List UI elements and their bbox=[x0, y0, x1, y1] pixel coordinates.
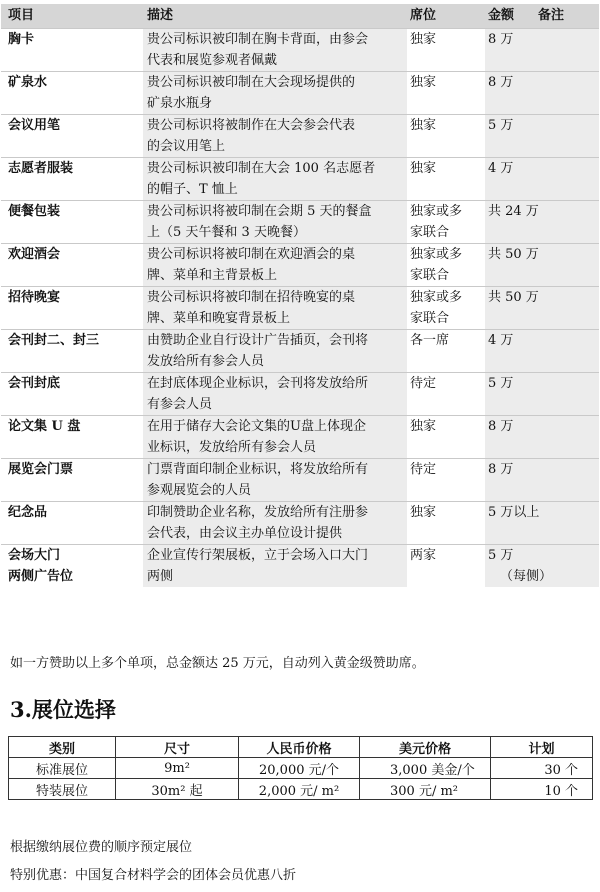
amount-line: 共 50 万 bbox=[488, 247, 539, 262]
booth-usd-price: 3,000 美金/个 bbox=[360, 758, 491, 779]
amount-line: 共 50 万 bbox=[488, 290, 539, 305]
sponsorship-item-name-line: 纪念品 bbox=[8, 505, 48, 520]
sponsorship-item-name bbox=[1, 158, 143, 201]
sponsorship-item-amount bbox=[485, 416, 599, 459]
description-line: 上（5 天午餐和 3 天晚餐） bbox=[147, 225, 306, 240]
sponsorship-item-seat bbox=[407, 416, 485, 459]
section-title: 3.展位选择 bbox=[10, 697, 116, 722]
booth-header-rmb: 人民币价格 bbox=[239, 737, 360, 758]
sponsorship-item-description bbox=[143, 502, 407, 545]
amount-line: 8 万 bbox=[488, 462, 514, 477]
sponsorship-item-amount bbox=[485, 115, 599, 158]
description-line: 有参会人员 bbox=[147, 397, 213, 412]
sponsorship-item-name bbox=[1, 115, 143, 158]
sponsorship-item-name bbox=[1, 545, 143, 588]
sponsorship-item-description bbox=[143, 416, 407, 459]
sponsorship-item-seat bbox=[407, 330, 485, 373]
seat-line: 家联合 bbox=[410, 311, 450, 326]
sponsorship-item-amount bbox=[485, 72, 599, 115]
description-line: 在用于储存大会论文集的U盘上体现企 bbox=[147, 419, 366, 434]
description-line: 在封底体现企业标识，会刊将发放给所 bbox=[147, 376, 369, 391]
description-line: 会代表，由会议主办单位设计提供 bbox=[147, 526, 343, 541]
sponsorship-item-amount bbox=[485, 545, 599, 588]
sponsorship-item-name-line: 会刊封二、封三 bbox=[8, 333, 100, 348]
sponsorship-item-amount bbox=[485, 244, 599, 287]
sponsorship-table bbox=[1, 4, 599, 587]
sponsorship-item-name bbox=[1, 29, 143, 72]
sponsorship-row bbox=[1, 115, 599, 158]
sponsorship-item-name bbox=[1, 373, 143, 416]
seat-line: 独家 bbox=[410, 419, 437, 434]
description-line: 企业宣传行架展板，立于会场入口大门 bbox=[147, 548, 369, 563]
description-line: 牌、菜单和主背景板上 bbox=[147, 268, 278, 283]
amount-line: 5 万 bbox=[488, 548, 514, 563]
sponsorship-row bbox=[1, 158, 599, 201]
header-desc: 描述 bbox=[143, 4, 407, 29]
sponsorship-item-seat bbox=[407, 502, 485, 545]
sponsorship-header-row bbox=[1, 4, 599, 29]
description-line: 矿泉水瓶身 bbox=[147, 96, 213, 111]
booth-size: 9m² bbox=[116, 758, 239, 779]
booth-row bbox=[9, 758, 593, 779]
sponsorship-item-seat bbox=[407, 201, 485, 244]
description-line: 牌、菜单和晚宴背景板上 bbox=[147, 311, 291, 326]
booth-usd-price: 300 元/ m² bbox=[360, 779, 491, 800]
sponsorship-item-description bbox=[143, 158, 407, 201]
sponsorship-item-amount bbox=[485, 373, 599, 416]
sponsorship-item-name-line: 两侧广告位 bbox=[8, 569, 74, 584]
sponsorship-item-name-line: 矿泉水 bbox=[8, 75, 48, 90]
sponsorship-item-seat bbox=[407, 287, 485, 330]
booth-header-category: 类别 bbox=[9, 737, 116, 758]
booth-header-size: 尺寸 bbox=[116, 737, 239, 758]
seat-line: 待定 bbox=[410, 376, 437, 391]
sponsorship-row bbox=[1, 545, 599, 588]
sponsorship-item-name bbox=[1, 244, 143, 287]
sponsorship-item-amount bbox=[485, 502, 599, 545]
header-amount-remark bbox=[485, 4, 599, 29]
seat-line: 独家 bbox=[410, 118, 437, 133]
sponsorship-note: 如一方赞助以上多个单项，总金额达 25 万元，自动列入黄金级赞助席。 bbox=[10, 656, 425, 671]
booth-plan: 30 个 bbox=[491, 758, 593, 779]
amount-line: 8 万 bbox=[488, 32, 514, 47]
sponsorship-item-name bbox=[1, 459, 143, 502]
sponsorship-item-description bbox=[143, 244, 407, 287]
description-line: 印制赞助企业名称，发放给所有注册参 bbox=[147, 505, 369, 520]
sponsorship-item-seat bbox=[407, 373, 485, 416]
description-line: 的会议用笔上 bbox=[147, 139, 226, 154]
sponsorship-row bbox=[1, 416, 599, 459]
sponsorship-item-seat bbox=[407, 545, 485, 588]
member-discount-note: 特别优惠：中国复合材料学会的团体会员优惠八折 bbox=[10, 868, 297, 883]
amount-line: 共 24 万 bbox=[488, 204, 539, 219]
booth-rmb-price: 20,000 元/个 bbox=[239, 758, 360, 779]
description-line: 贵公司标识将被制作在大会参会代表 bbox=[147, 118, 356, 133]
seat-line: 独家 bbox=[410, 32, 437, 47]
seat-line: 独家或多 bbox=[410, 290, 463, 305]
sponsorship-item-name-line: 志愿者服装 bbox=[8, 161, 74, 176]
description-line: 贵公司标识将被印制在会期 5 天的餐盒 bbox=[147, 204, 372, 219]
sponsorship-item-name bbox=[1, 287, 143, 330]
sponsorship-row bbox=[1, 201, 599, 244]
amount-line: 8 万 bbox=[488, 75, 514, 90]
amount-line: 5 万 bbox=[488, 118, 514, 133]
sponsorship-item-name bbox=[1, 416, 143, 459]
description-line: 贵公司标识被印制在胸卡背面，由参会 bbox=[147, 32, 369, 47]
seat-line: 独家 bbox=[410, 75, 437, 90]
sponsorship-item-amount bbox=[485, 201, 599, 244]
seat-line: 家联合 bbox=[410, 225, 450, 240]
header-seat: 席位 bbox=[407, 4, 485, 29]
seat-line: 独家 bbox=[410, 161, 437, 176]
sponsorship-item-description bbox=[143, 459, 407, 502]
sponsorship-row bbox=[1, 459, 599, 502]
sponsorship-row bbox=[1, 287, 599, 330]
sponsorship-row bbox=[1, 72, 599, 115]
sponsorship-row bbox=[1, 502, 599, 545]
seat-line: 各一席 bbox=[410, 333, 450, 348]
sponsorship-row bbox=[1, 373, 599, 416]
sponsorship-item-description bbox=[143, 373, 407, 416]
sponsorship-item-description bbox=[143, 29, 407, 72]
sponsorship-item-name-line: 会议用笔 bbox=[8, 118, 61, 133]
sponsorship-item-amount bbox=[485, 29, 599, 72]
sponsorship-item-amount bbox=[485, 459, 599, 502]
sponsorship-item-name-line: 欢迎酒会 bbox=[8, 247, 61, 262]
sponsorship-item-name-line: 展览会门票 bbox=[8, 462, 74, 477]
sponsorship-item-seat bbox=[407, 244, 485, 287]
description-line: 两侧 bbox=[147, 569, 174, 584]
booth-row bbox=[9, 779, 593, 800]
sponsorship-row bbox=[1, 244, 599, 287]
sponsorship-row bbox=[1, 330, 599, 373]
description-line: 发放给所有参会人员 bbox=[147, 354, 265, 369]
description-line: 由赞助企业自行设计广告插页，会刊将 bbox=[147, 333, 369, 348]
sponsorship-item-seat bbox=[407, 72, 485, 115]
sponsorship-item-name-line: 会刊封底 bbox=[8, 376, 61, 391]
description-line: 业标识，发放给所有参会人员 bbox=[147, 440, 317, 455]
amount-line: （每侧） bbox=[500, 569, 553, 584]
sponsorship-item-description bbox=[143, 72, 407, 115]
booth-category: 特装展位 bbox=[9, 779, 116, 800]
sponsorship-item-amount bbox=[485, 330, 599, 373]
sponsorship-item-name-line: 便餐包装 bbox=[8, 204, 61, 219]
booth-category: 标准展位 bbox=[9, 758, 116, 779]
seat-line: 家联合 bbox=[410, 268, 450, 283]
booth-table bbox=[8, 736, 593, 800]
sponsorship-item-amount bbox=[485, 158, 599, 201]
amount-line: 5 万 bbox=[488, 376, 514, 391]
amount-line: 5 万以上 bbox=[488, 505, 540, 520]
sponsorship-item-description bbox=[143, 201, 407, 244]
sponsorship-item-description bbox=[143, 287, 407, 330]
sponsorship-item-description bbox=[143, 330, 407, 373]
amount-line: 8 万 bbox=[488, 419, 514, 434]
header-amount: 金额 bbox=[488, 8, 515, 23]
amount-line: 4 万 bbox=[488, 161, 514, 176]
sponsorship-item-seat bbox=[407, 29, 485, 72]
sponsorship-item-name-line: 招待晚宴 bbox=[8, 290, 61, 305]
sponsorship-item-seat bbox=[407, 158, 485, 201]
sponsorship-item-name-line: 胸卡 bbox=[8, 32, 35, 47]
description-line: 贵公司标识被印制在大会 100 名志愿者 bbox=[147, 161, 376, 176]
description-line: 参观展览会的人员 bbox=[147, 483, 252, 498]
booth-header-usd: 美元价格 bbox=[360, 737, 491, 758]
booth-plan: 10 个 bbox=[491, 779, 593, 800]
amount-line: 4 万 bbox=[488, 333, 514, 348]
booth-order-note: 根据缴纳展位费的顺序预定展位 bbox=[10, 840, 193, 855]
booth-header-plan: 计划 bbox=[491, 737, 593, 758]
booth-rmb-price: 2,000 元/ m² bbox=[239, 779, 360, 800]
seat-line: 独家或多 bbox=[410, 204, 463, 219]
sponsorship-row bbox=[1, 29, 599, 72]
booth-size: 30m² 起 bbox=[116, 779, 239, 800]
description-line: 的帽子、T 恤上 bbox=[147, 182, 238, 197]
sponsorship-item-seat bbox=[407, 115, 485, 158]
sponsorship-item-description bbox=[143, 115, 407, 158]
header-remark: 备注 bbox=[538, 8, 565, 23]
header-item: 项目 bbox=[1, 4, 143, 29]
description-line: 贵公司标识将被印制在欢迎酒会的桌 bbox=[147, 247, 356, 262]
sponsorship-item-description bbox=[143, 545, 407, 588]
seat-line: 独家或多 bbox=[410, 247, 463, 262]
sponsorship-item-name bbox=[1, 72, 143, 115]
sponsorship-item-name-line: 会场大门 bbox=[8, 548, 61, 563]
description-line: 代表和展览参观者佩戴 bbox=[147, 53, 278, 68]
booth-header-row bbox=[9, 737, 593, 758]
sponsorship-item-amount bbox=[485, 287, 599, 330]
sponsorship-item-name bbox=[1, 502, 143, 545]
seat-line: 待定 bbox=[410, 462, 437, 477]
sponsorship-item-seat bbox=[407, 459, 485, 502]
description-line: 门票背面印制企业标识，将发放给所有 bbox=[147, 462, 369, 477]
description-line: 贵公司标识被印制在大会现场提供的 bbox=[147, 75, 356, 90]
seat-line: 独家 bbox=[410, 505, 437, 520]
sponsorship-item-name bbox=[1, 201, 143, 244]
seat-line: 两家 bbox=[410, 548, 437, 563]
sponsorship-item-name bbox=[1, 330, 143, 373]
description-line: 贵公司标识将被印制在招待晚宴的桌 bbox=[147, 290, 356, 305]
sponsorship-item-name-line: 论文集 U 盘 bbox=[8, 419, 81, 434]
